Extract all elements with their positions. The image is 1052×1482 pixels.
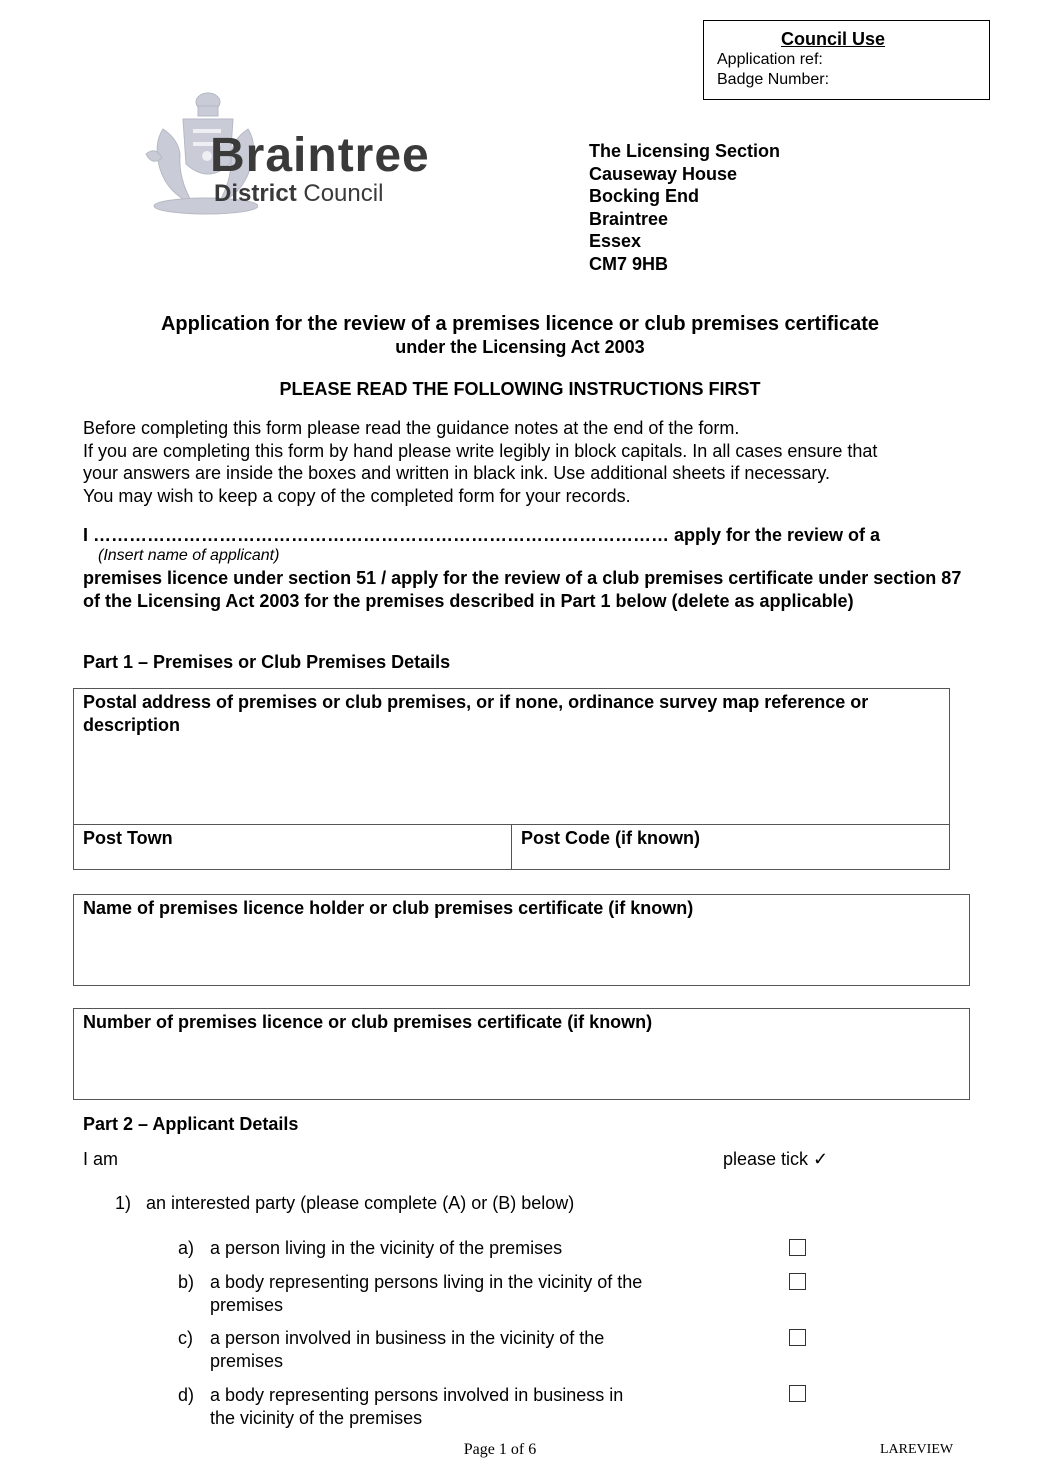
- instruction-line: Before completing this form please read the guidance notes at the end of the form.: [83, 418, 740, 438]
- licensing-address: [589, 140, 780, 276]
- question-1-text: an interested party (please complete (A) or (B) below): [146, 1193, 575, 1213]
- part2-heading: Part 2 – Applicant Details: [83, 1114, 299, 1134]
- logo-text-braintree: Braintree: [210, 129, 430, 182]
- licence-number-label: Number of premises licence or club premises certificate (if known): [83, 1012, 653, 1032]
- licence-holder-name-label: Name of premises licence holder or club premises certificate (if known): [83, 898, 694, 918]
- logo-text-district-council: [214, 180, 383, 208]
- council-logo: [138, 84, 468, 219]
- option-a-checkbox[interactable]: [789, 1239, 806, 1256]
- address-line: Causeway House: [589, 163, 738, 184]
- option-letter: c): [178, 1328, 193, 1348]
- council-use-box: [703, 20, 990, 100]
- form-subtitle: under the Licensing Act 2003: [395, 337, 645, 357]
- option-text: a person involved in business in the vicinity of the premises: [210, 1328, 605, 1371]
- applicant-name-line[interactable]: I …………………………………………………………………………………… apply for the review of a: [83, 525, 881, 545]
- instruction-line: your answers are inside the boxes and written in black ink. Use additional sheets if necessary.: [83, 463, 831, 484]
- option-d: [178, 1384, 648, 1429]
- option-b: [178, 1271, 658, 1316]
- option-text: a body representing persons involved in business in the vicinity of the premises: [210, 1385, 624, 1428]
- instructions: [83, 417, 963, 507]
- logo-text-district: District: [214, 180, 297, 207]
- question-1-number: 1): [115, 1193, 132, 1213]
- postal-address-label: Postal address of premises or club premises, or if none, ordinance survey map reference or description: [83, 692, 869, 735]
- question-1: [115, 1192, 574, 1214]
- form-title: Application for the review of a premises licence or club premises certificate: [160, 313, 880, 335]
- council-use-title: Council Use: [780, 29, 886, 49]
- i-am-label: I am: [83, 1149, 119, 1169]
- post-town-label: Post Town: [83, 828, 173, 848]
- option-text: a body representing persons living in the vicinity of the premises: [210, 1272, 643, 1315]
- badge-number-label: Badge Number:: [717, 71, 830, 88]
- instruction-line: You may wish to keep a copy of the completed form for your records.: [83, 485, 631, 506]
- option-c: [178, 1327, 618, 1372]
- option-letter: d): [178, 1385, 195, 1405]
- option-letter: a): [178, 1238, 195, 1258]
- address-line: Essex: [589, 231, 642, 252]
- post-code-field[interactable]: [511, 824, 950, 870]
- postal-address-field[interactable]: [73, 688, 950, 825]
- part1-heading: Part 1 – Premises or Club Premises Details: [83, 652, 451, 672]
- form-code: LAREVIEW: [880, 1442, 954, 1457]
- application-ref-label: Application ref:: [717, 51, 823, 68]
- licence-holder-name-field[interactable]: [73, 894, 970, 986]
- option-d-checkbox[interactable]: [789, 1385, 806, 1402]
- applicant-name-hint: (Insert name of applicant): [98, 547, 280, 564]
- option-c-checkbox[interactable]: [789, 1329, 806, 1346]
- please-tick-note: please tick ✓: [723, 1149, 829, 1169]
- licence-number-field[interactable]: [73, 1008, 970, 1100]
- option-a: [178, 1237, 678, 1260]
- page-number: Page 1 of 6: [463, 1441, 537, 1458]
- option-text: a person living in the vicinity of the premises: [210, 1238, 563, 1258]
- address-line: Braintree: [589, 208, 669, 229]
- logo-text-council: Council: [296, 180, 384, 207]
- option-b-checkbox[interactable]: [789, 1273, 806, 1290]
- instructions-heading: PLEASE READ THE FOLLOWING INSTRUCTIONS FIRST: [279, 379, 761, 399]
- address-line: CM7 9HB: [589, 253, 669, 274]
- address-line: Bocking End: [589, 186, 700, 207]
- address-line: The Licensing Section: [589, 141, 781, 161]
- post-code-label: Post Code (if known): [521, 828, 700, 848]
- post-town-field[interactable]: [73, 824, 512, 870]
- application-statement: premises licence under section 51 / apply for the review of a club premises certificate under section 87 of the Licensing Act 2003 for the premises described in Part 1 below (delete as applicable): [83, 568, 962, 611]
- option-letter: b): [178, 1272, 195, 1292]
- instruction-line: If you are completing this form by hand please write legibly in block capitals. In all cases ensure that: [83, 440, 878, 461]
